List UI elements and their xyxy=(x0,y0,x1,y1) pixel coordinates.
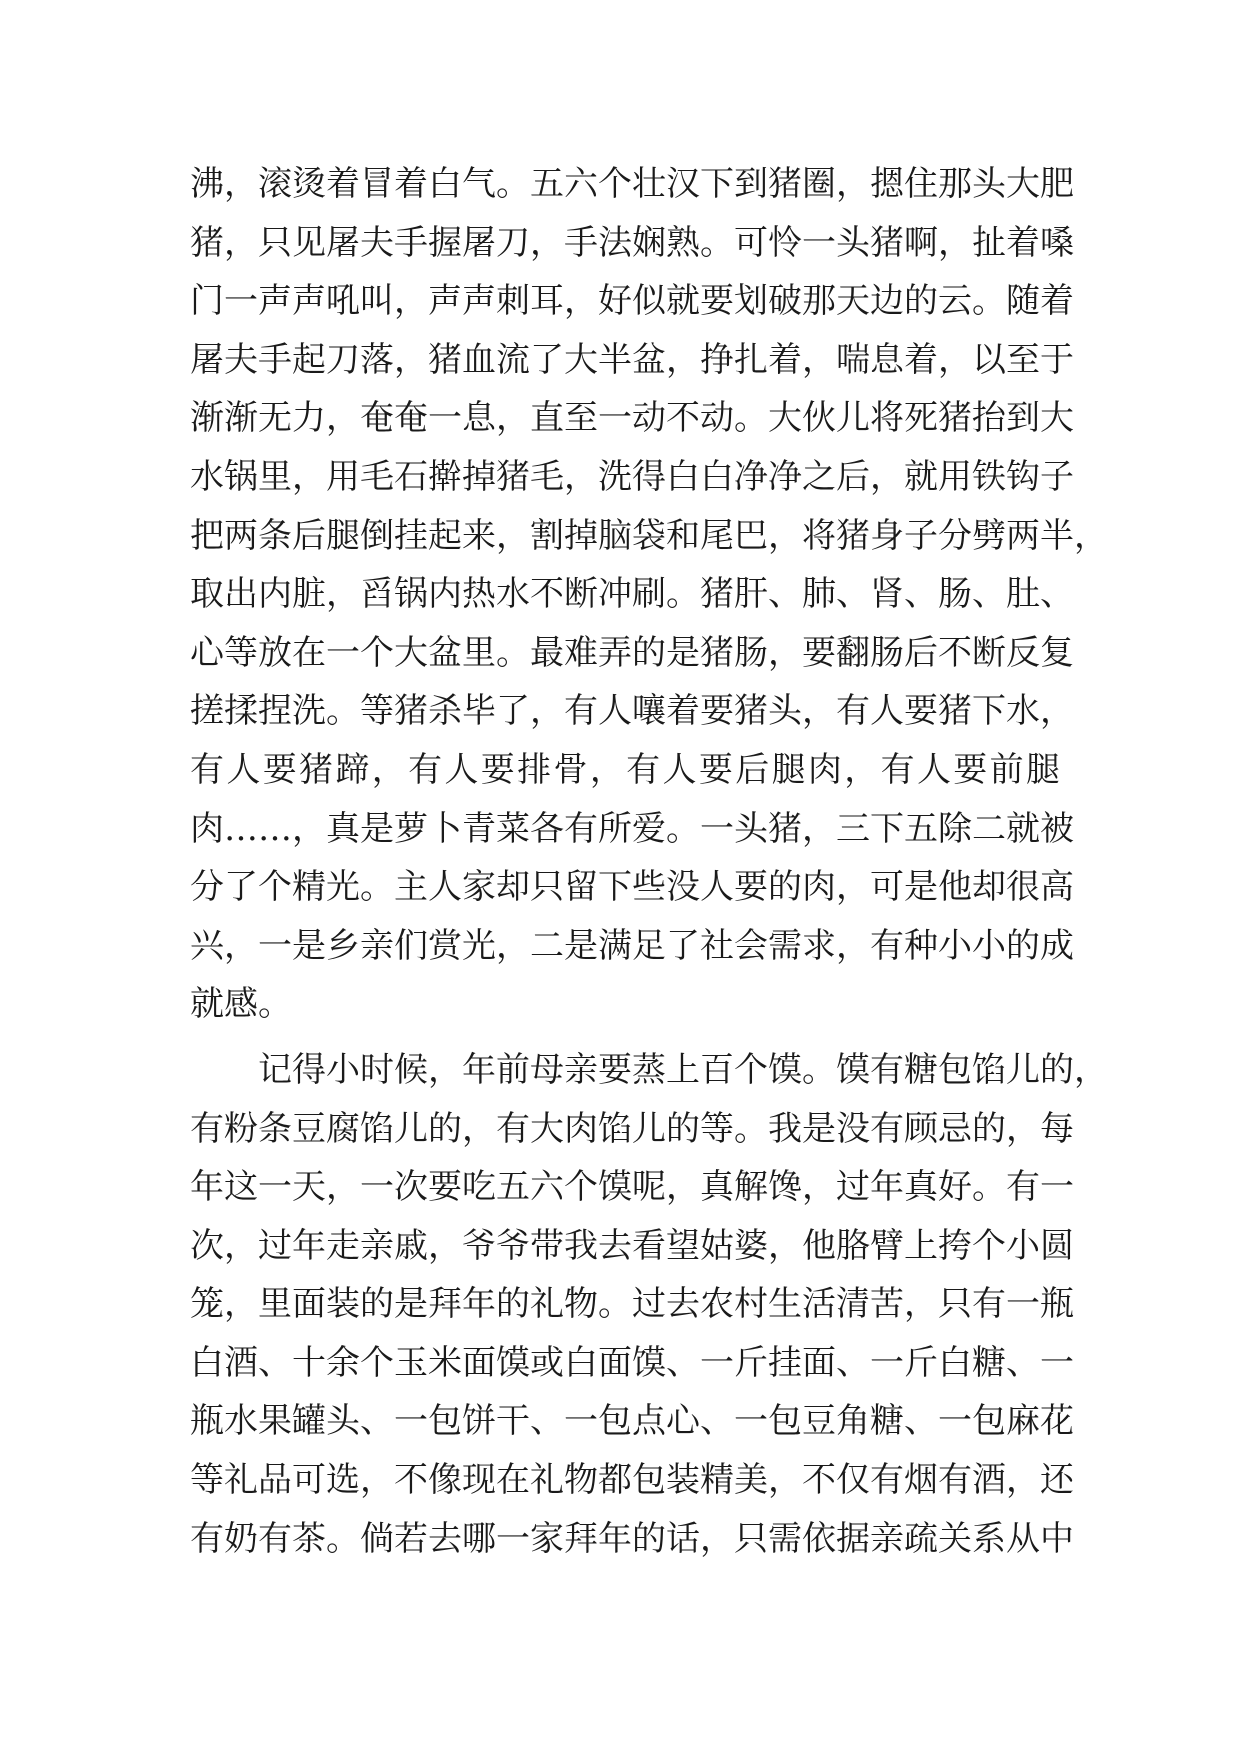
text-line: 笼，里面装的是拜年的礼物。过去农村生活清苦，只有一瓶 xyxy=(190,1284,1074,1325)
text-line: 有粉条豆腐馅儿的，有大肉馅儿的等。我是没有顾忌的，每 xyxy=(190,1108,1074,1149)
text-line: 有奶有茶。倘若去哪一家拜年的话，只需依据亲疏关系从中 xyxy=(190,1518,1074,1559)
text-line: 搓揉捏洗。等猪杀毕了，有人嚷着要猪头，有人要猪下水， xyxy=(190,691,1074,732)
text-line: 心等放在一个大盆里。最难弄的是猪肠，要翻肠后不断反复 xyxy=(190,632,1074,673)
paragraph-gap xyxy=(190,1034,1060,1041)
text-line: 取出内脏，舀锅内热水不断冲刷。猪肝、肺、肾、肠、肚、 xyxy=(190,574,1074,615)
text-line: 沸，滚烫着冒着白气。五六个壮汉下到猪圈，摁住那头大肥 xyxy=(190,164,1074,204)
paragraph-1 xyxy=(190,155,1108,1034)
text-line: 有人要猪蹄，有人要排骨，有人要后腿肉，有人要前腿 xyxy=(190,749,1060,790)
text-line: 记得小时候，年前母亲要蒸上百个馍。馍有糖包馅儿的， xyxy=(190,1049,1108,1090)
text-line: 渐渐无力，奄奄一息，直至一动不动。大伙儿将死猪抬到大 xyxy=(190,398,1074,439)
text-line: 年这一天，一次要吃五六个馍呢，真解馋，过年真好。有一 xyxy=(190,1167,1074,1208)
paragraph-2 xyxy=(190,1041,1108,1568)
text-line: 就感。 xyxy=(190,984,292,1025)
text-line: 白酒、十余个玉米面馍或白面馍、一斤挂面、一斤白糖、一 xyxy=(190,1342,1074,1383)
text-line: 猪，只见屠夫手握屠刀，手法娴熟。可怜一头猪啊，扯着嗓 xyxy=(190,222,1074,263)
text-line: 把两条后腿倒挂起来，割掉脑袋和尾巴，将猪身子分劈两半， xyxy=(190,515,1108,556)
text-line: 水锅里，用毛石擀掉猪毛，洗得白白净净之后，就用铁钩子 xyxy=(190,456,1074,497)
document-body xyxy=(190,155,1108,1568)
text-line: 次，过年走亲戚，爷爷带我去看望姑婆，他胳臂上挎个小圆 xyxy=(190,1225,1074,1266)
text-line: 兴，一是乡亲们赏光，二是满足了社会需求，有种小小的成 xyxy=(190,925,1074,966)
text-line: 瓶水果罐头、一包饼干、一包点心、一包豆角糖、一包麻花 xyxy=(190,1401,1074,1442)
text-line: 屠夫手起刀落，猪血流了大半盆，挣扎着，喘息着，以至于 xyxy=(190,339,1074,380)
text-line: 门一声声吼叫，声声刺耳，好似就要划破那天边的云。随着 xyxy=(190,281,1074,322)
text-line: 肉……，真是萝卜青菜各有所爱。一头猪，三下五除二就被 xyxy=(190,808,1074,849)
text-line: 分了个精光。主人家却只留下些没人要的肉，可是他却很高 xyxy=(190,867,1074,908)
text-line: 等礼品可选，不像现在礼物都包装精美，不仅有烟有酒，还 xyxy=(190,1460,1074,1501)
